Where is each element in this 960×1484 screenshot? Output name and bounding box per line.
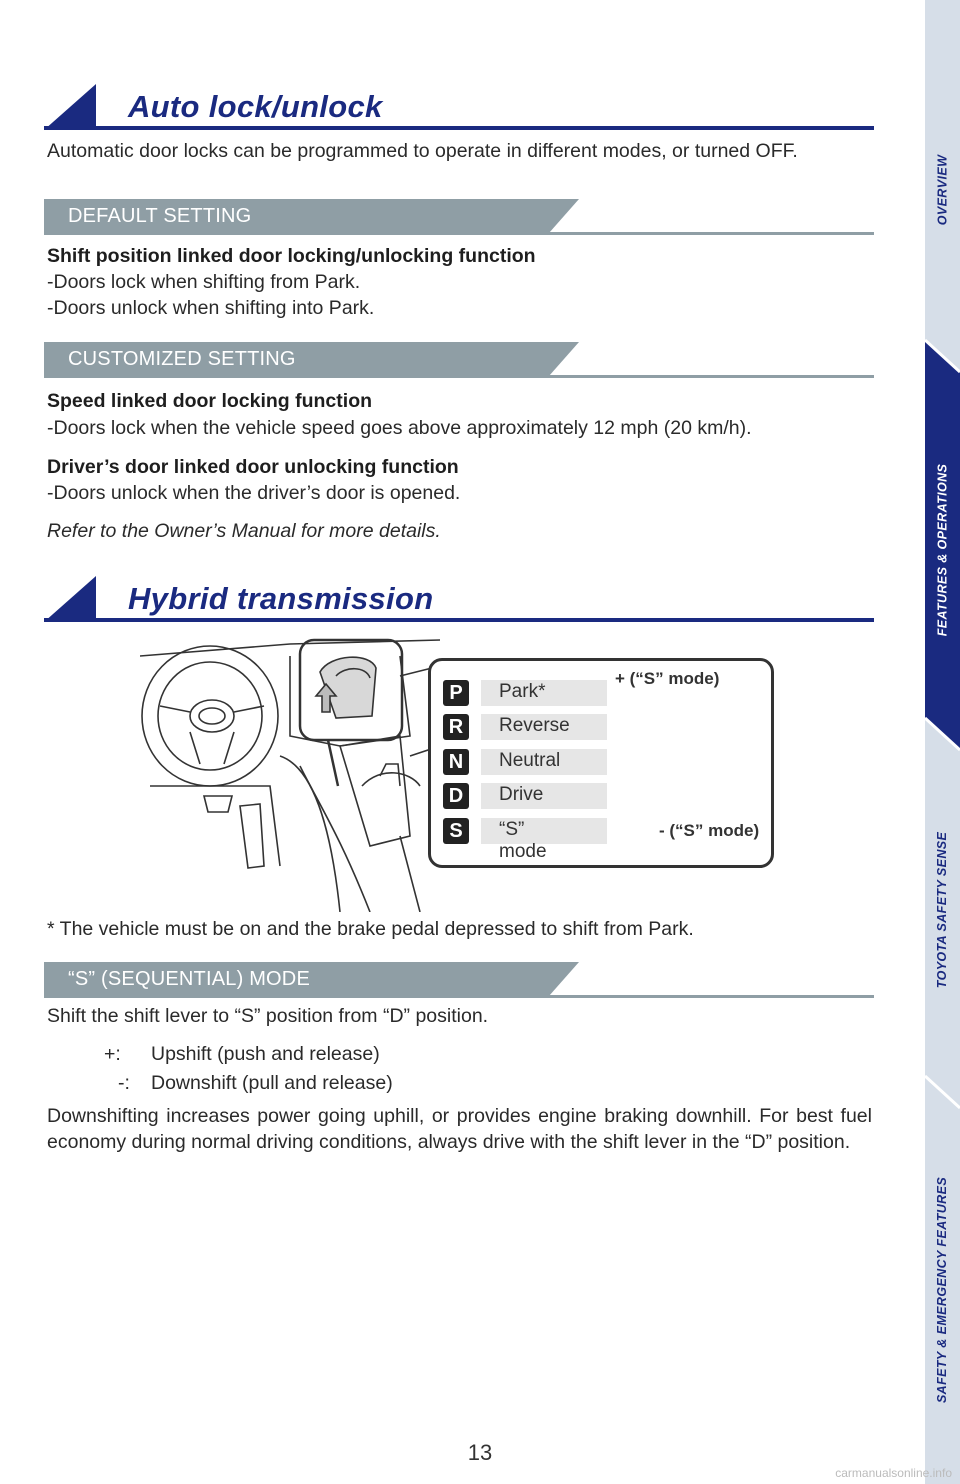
header-triangle [44, 84, 96, 130]
gear-badge-p: P [443, 680, 469, 706]
owners-manual-note: Refer to the Owner’s Manual for more details. [47, 520, 441, 542]
s-mode-intro: Shift the shift lever to “S” position from “D” position. [47, 1005, 489, 1027]
default-setting-line2: -Doors unlock when shifting into Park. [47, 297, 375, 319]
auto-lock-intro: Automatic door locks can be programmed to operate in different modes, or turned OFF. [47, 140, 798, 162]
default-setting-title: Shift position linked door locking/unlocking function [47, 245, 536, 267]
section-title: Auto lock/unlock [128, 89, 383, 124]
section-header-auto-lock [44, 80, 874, 130]
subheader-customized-setting [44, 342, 874, 378]
legend-label: Park* [499, 681, 546, 702]
side-tab-toyota-safety-sense[interactable]: TOYOTA SAFETY SENSE [935, 831, 950, 989]
driver-door-title: Driver’s door linked door unlocking function [47, 456, 459, 478]
legend-label: Neutral [499, 750, 561, 771]
legend-label: Reverse [499, 715, 570, 736]
subheader-rule [44, 232, 874, 235]
subheader-s-mode [44, 962, 874, 998]
upshift-text: Upshift (push and release) [151, 1043, 380, 1065]
default-setting-line1: -Doors lock when shifting from Park. [47, 271, 361, 293]
subheader-text: “S” (SEQUENTIAL) MODE [68, 968, 310, 990]
subheader-default-setting [44, 199, 874, 235]
gear-legend [428, 658, 774, 868]
side-tab-column [925, 0, 960, 1484]
side-tab-safety-emergency[interactable]: SAFETY & EMERGENCY FEATURES [935, 1176, 950, 1404]
subheader-text: DEFAULT SETTING [68, 205, 252, 227]
gear-badge-n: N [443, 749, 469, 775]
gear-badge-d: D [443, 783, 469, 809]
header-rule [44, 126, 874, 130]
gear-badge-s: S [443, 818, 469, 844]
plus-mode-label: + (“S” mode) [615, 669, 720, 688]
speed-linked-title: Speed linked door locking function [47, 390, 373, 412]
header-rule [44, 618, 874, 622]
section-header-hybrid [44, 572, 874, 622]
park-footnote: * The vehicle must be on and the brake pedal depressed to shift from Park. [47, 918, 694, 940]
speed-linked-line: -Doors lock when the vehicle speed goes above approximately 12 mph (20 km/h). [47, 417, 752, 439]
header-triangle [44, 576, 96, 622]
gear-badge-r: R [443, 714, 469, 740]
downshift-text: Downshift (pull and release) [151, 1072, 393, 1094]
page-number: 13 [467, 1440, 493, 1465]
legend-label: Drive [499, 784, 544, 805]
subheader-rule [44, 995, 874, 998]
driver-door-line: -Doors unlock when the driver’s door is opened. [47, 482, 461, 504]
subheader-rule [44, 375, 874, 378]
legend-label: “S” mode [499, 819, 547, 862]
subheader-text: CUSTOMIZED SETTING [68, 348, 296, 370]
section-title: Hybrid transmission [128, 581, 434, 616]
side-tab-features-operations[interactable]: FEATURES & OPERATIONS [935, 463, 950, 637]
watermark: carmanualsonline.info [835, 1466, 952, 1480]
side-tab-overview[interactable]: OVERVIEW [935, 154, 950, 226]
s-mode-body: Downshifting increases power going uphill, or provides engine braking downhill. For best fuel economy during normal driving conditions, always drive with the shift lever in the “D” position. [47, 1105, 872, 1153]
upshift-key: +: [104, 1043, 121, 1065]
minus-mode-label: - (“S” mode) [659, 821, 760, 840]
downshift-key: -: [118, 1072, 130, 1094]
